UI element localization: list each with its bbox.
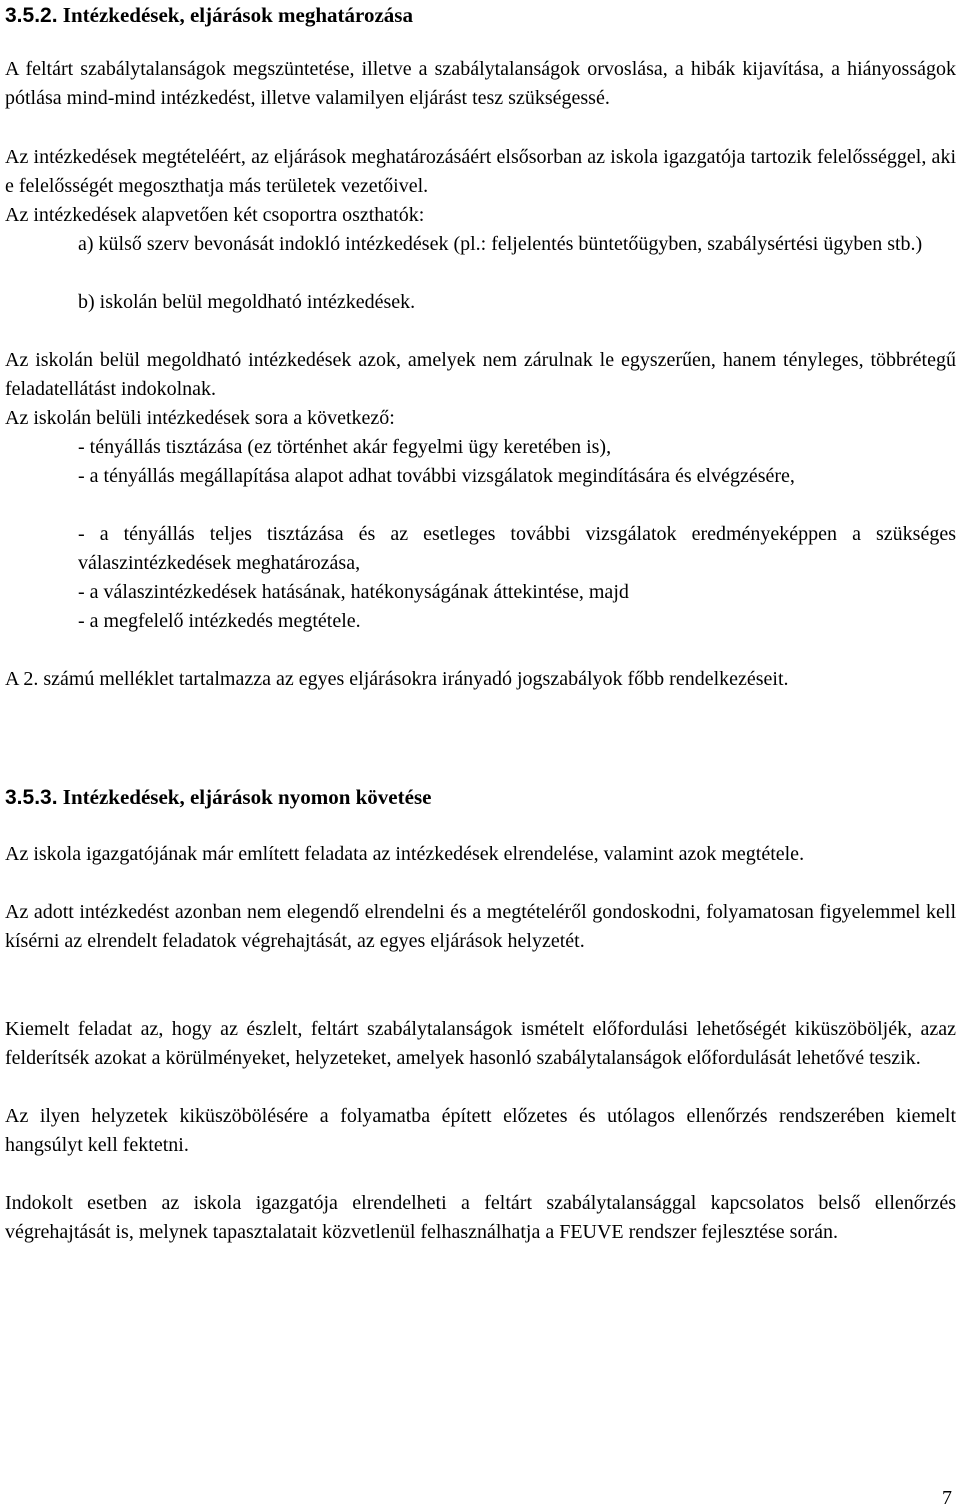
paragraph: Indokolt esetben az iskola igazgatója elrendelheti a feltárt szabálytalansággal kapcsolatos belső ellenőrzés végrehajtását is, melynek tapasztalatait közvetlenül felhasználhatja a FEUVE rendszer fejlesztése során. <box>5 1192 956 1243</box>
list-item: - tényállás tisztázása (ez történhet akár fegyelmi ügy keretében is), <box>78 436 612 458</box>
paragraph: Az iskolán belül megoldható intézkedések azok, amelyek nem zárulnak le egyszerűen, hanem tényleges, többrétegű feladatellátást indokolnak. <box>5 349 956 400</box>
paragraph: Az intézkedések megtételéért, az eljárások meghatározásáért elsősorban az iskola igazgatója tartozik felelősséggel, aki e felelősségét megoszthatja más területek vezetőivel. <box>5 146 956 197</box>
paragraph: A feltárt szabálytalanságok megszüntetése, illetve a szabálytalanságok orvoslása, a hibák kijavítása, a hiányosságok pótlása mind-mind intézkedést, illetve valamilyen eljárást tesz szükségessé. <box>5 58 956 109</box>
section-heading-3-5-2 <box>5 1 413 30</box>
list-item: b) iskolán belül megoldható intézkedések. <box>78 291 416 313</box>
section-heading-3-5-3 <box>5 783 431 812</box>
paragraph: Az iskola igazgatójának már említett feladata az intézkedések elrendelése, valamint azok megtétele. <box>5 843 805 865</box>
paragraph: Az adott intézkedést azonban nem elegendő elrendelni és a megtételéről gondoskodni, folyamatosan figyelemmel kell kísérni az elrendelt feladatok végrehajtását, az egyes eljárások helyzetét. <box>5 901 956 952</box>
paragraph: Kiemelt feladat az, hogy az észlelt, feltárt szabálytalanságok ismételt előfordulási lehetőségét kiküszöböljék, azaz felderítsék azokat a körülményeket, helyzeteket, amelyek hasonló szabálytalanságok előfordulását lehetővé teszik. <box>5 1018 956 1069</box>
paragraph: Az intézkedések alapvetően két csoportra oszthatók: <box>5 204 425 226</box>
paragraph: Az ilyen helyzetek kiküszöbölésére a folyamatba épített előzetes és utólagos ellenőrzés rendszerében kiemelt hangsúlyt kell fektetni. <box>5 1105 956 1156</box>
list-item: - a válaszintézkedések hatásának, hatékonyságának áttekintése, majd <box>78 581 629 603</box>
section-number: 3.5.3. <box>5 786 58 809</box>
section-number: 3.5.2. <box>5 4 58 27</box>
page-number: 7 <box>942 1487 952 1509</box>
list-item: - a tényállás megállapítása alapot adhat további vizsgálatok megindítására és elvégzésére, <box>78 465 795 487</box>
list-item: a) külső szerv bevonását indokló intézkedések (pl.: feljelentés büntetőügyben, szabálysértési ügyben stb.) <box>78 233 923 255</box>
list-item: - a tényállás teljes tisztázása és az esetleges további vizsgálatok eredményeképpen a szükséges válaszintézkedések meghatározása, <box>78 523 956 574</box>
section-title: Intézkedések, eljárások nyomon követése <box>62 785 432 809</box>
paragraph: Az iskolán belüli intézkedések sora a következő: <box>5 407 395 429</box>
paragraph: A 2. számú melléklet tartalmazza az egyes eljárásokra irányadó jogszabályok főbb rendelkezéseit. <box>5 668 789 690</box>
section-title: Intézkedések, eljárások meghatározása <box>62 3 413 27</box>
list-item: - a megfelelő intézkedés megtétele. <box>78 610 361 632</box>
